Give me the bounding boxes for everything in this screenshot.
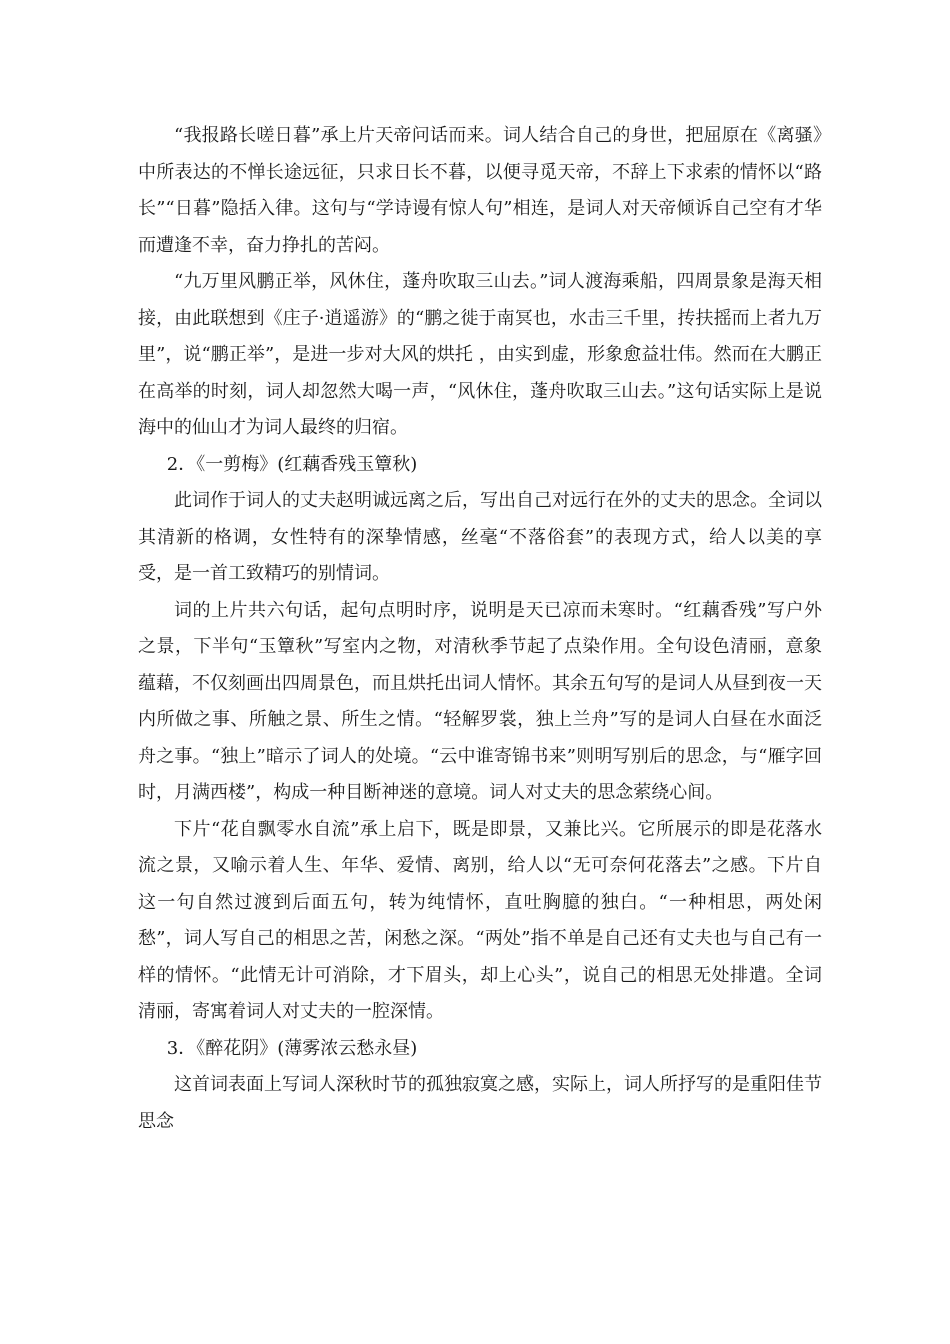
paragraph: “九万里风鹏正举，风休住，蓬舟吹取三山去。”词人渡海乘船，四周景象是海天相接，由此联想到《庄子·逍遥游》的“鹏之徙于南冥也，水击三千里，抟扶摇而上者九万里”，说“鹏正举”，是进一步对大风的烘托 ，由实到虚，形象愈益壮伟。然而在大鹏正在高举的时刻，词人却忽然大喝一声，“风休住，蓬舟吹取三山去。”这句话实际上是说海中的仙山才为词人最终的归宿。 — [138, 271, 822, 438]
paragraph: 这首词表面上写词人深秋时节的孤独寂寞之感，实际上，词人所抒写的是重阳佳节思念 — [138, 1074, 822, 1132]
section-heading: 3．《醉花阴》(薄雾浓云愁永昼) — [166, 1037, 418, 1059]
section-heading: 2．《一剪梅》(红藕香残玉簟秋) — [166, 453, 418, 475]
paragraph: 词的上片共六句话，起句点明时序，说明是天已凉而未寒时。“红藕香残”写户外之景，下半句“玉簟秋”写室内之物，对清秋季节起了点染作用。全句设色清丽，意象蕴藉，不仅刻画出四周景色，而且烘托出词人情怀。其余五句写的是词人从昼到夜一天内所做之事、所触之景、所生之情。“轻解罗裳，独上兰舟”写的是词人白昼在水面泛舟之事。“独上”暗示了词人的处境。“云中谁寄锦书来”则明写别后的思念，与“雁字回时，月满西楼”，构成一种目断神迷的意境。词人对丈夫的思念萦绕心间。 — [138, 599, 822, 803]
paragraph: 此词作于词人的丈夫赵明诚远离之后，写出自己对远行在外的丈夫的思念。全词以其清新的格调，女性特有的深挚情感，丝毫“不落俗套”的表现方式，给人以美的享受，是一首工致精巧的别情词。 — [138, 490, 822, 584]
paragraph: 下片“花自飘零水自流”承上启下，既是即景，又兼比兴。它所展示的即是花落水流之景，又喻示着人生、年华、爱情、离别，给人以“无可奈何花落去”之感。下片自这一句自然过渡到后面五句，转为纯情怀，直吐胸臆的独白。“一种相思，两处闲愁”，词人写自己的相思之苦，闲愁之深。“两处”指不单是自己还有丈夫也与自己有一样的情怀。“此情无计可消除，才下眉头，却上心头”，说自己的相思无处排遣。全词清丽，寄寓着词人对丈夫的一腔深情。 — [138, 818, 822, 1022]
document-body — [138, 118, 822, 1140]
paragraph: “我报路长嗟日暮”承上片天帝问话而来。词人结合自己的身世，把屈原在《离骚》中所表达的不惮长途远征，只求日长不暮，以便寻觅天帝，不辞上下求索的情怀以“路长”“日暮”隐括入律。这句与“学诗谩有惊人句”相连，是词人对天帝倾诉自己空有才华而遭逢不幸，奋力挣扎的苦闷。 — [138, 125, 822, 256]
